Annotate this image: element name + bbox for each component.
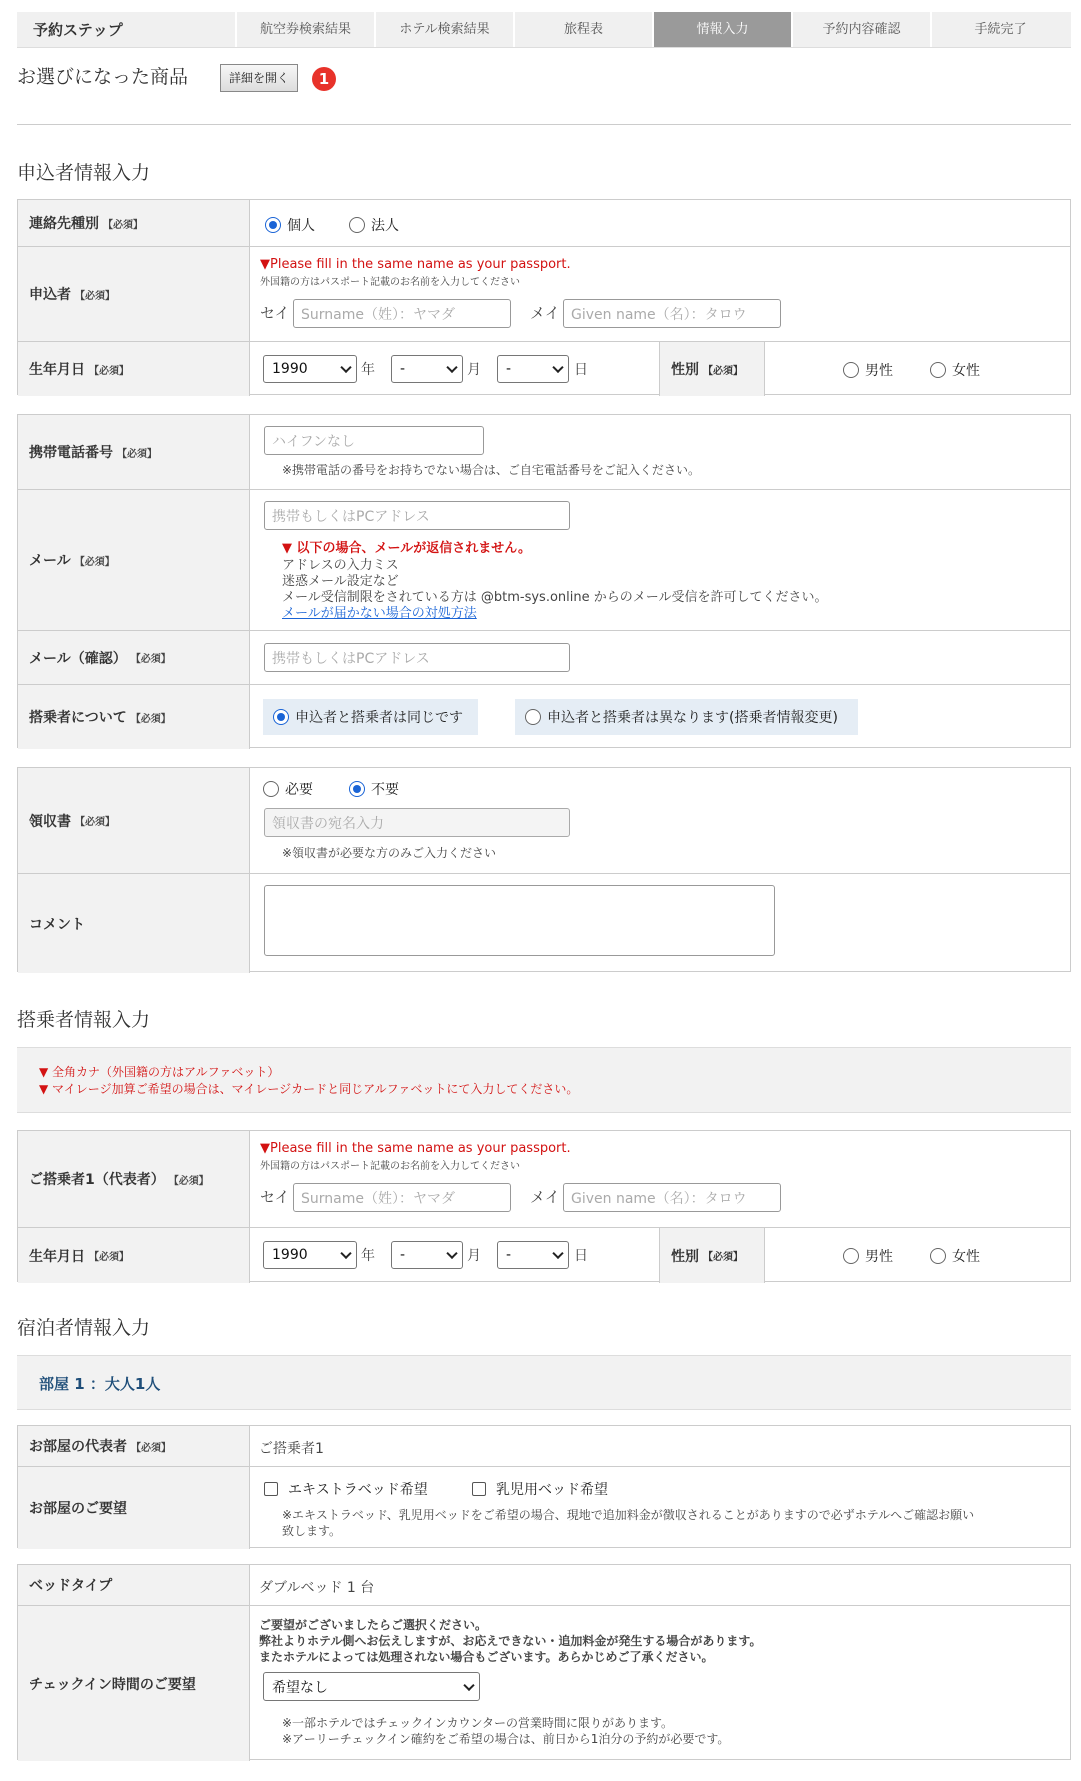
stay-section-title: 宿泊者情報入力 [17,1317,151,1339]
selected-title: お選びになった商品 [17,66,189,88]
passenger1-gender-label: 性別 【必須】 [659,1228,765,1283]
extra-bed-checkbox[interactable]: エキストラベッド希望 [264,1479,428,1499]
step-complete: 手続完了 [930,12,1069,47]
contact-corporate-radio[interactable]: 法人 [349,215,399,235]
bed-table [17,1564,1071,1760]
mail-note-3: メール受信制限をされている方は @btm-sys.online からのメール受信を許可してください。 [282,590,828,605]
day-unit: 日 [574,362,588,378]
room-rep-label: お部屋の代表者 【必須】 [18,1426,250,1466]
boarding-table [17,1130,1071,1282]
phone-input[interactable]: ハイフンなし [264,426,484,455]
room-request-label: お部屋のご要望 [18,1467,250,1549]
gender-male-radio[interactable]: 男性 [843,360,893,380]
gender-label: 性別 【必須】 [659,342,765,396]
passenger1-birth-label: 生年月日 【必須】 [18,1228,250,1283]
step-confirm: 予約内容確認 [791,12,930,47]
step-hotel-results: ホテル検索結果 [374,12,513,47]
checkin-note-5: ※アーリーチェックイン確約をご希望の場合は、前日から1泊分の予約が必要です。 [282,1732,730,1746]
surname-input[interactable]: Surname（姓）：ヤマダ [293,299,511,328]
mail-note-1: アドレスの入力ミス [282,558,399,573]
mail-confirm-label: メール（確認） 【必須】 [18,631,250,684]
passenger1-month-select[interactable]: - [391,1241,463,1269]
passenger1-passport-warning: ▼Please fill in the same name as your passport. [260,1141,571,1156]
room-header [17,1355,1071,1410]
passenger1-given-input[interactable]: Given name（名）：タロウ [563,1183,781,1212]
mail-warning: ▼ 以下の場合、メールが返信されません。 [282,541,532,556]
birth-month-select[interactable]: - [391,355,463,383]
step-flight-results: 航空券検索結果 [235,12,374,47]
passenger1-male-radio[interactable]: 男性 [843,1246,893,1266]
checkin-note-1: ご要望がございましたらご選択ください。 [259,1618,488,1632]
birth-year-select[interactable]: 1990 [263,355,357,383]
mail-input[interactable]: 携帯もしくはPCアドレス [264,501,570,530]
p1-month-unit: 月 [467,1248,481,1264]
given-name-input[interactable]: Given name（名）：タロウ [563,299,781,328]
passenger1-day-select[interactable]: - [497,1241,569,1269]
checkin-note-3: またホテルによっては処理されない場合もございます。あらかじめご了承ください。 [259,1650,714,1664]
mei-label: メイ [530,304,560,322]
passenger1-label: ご搭乗者1（代表者） 【必須】 [18,1131,250,1227]
passenger-different-radio[interactable]: 申込者と搭乗者は異なります(搭乗者情報変更) [515,699,858,735]
step-itinerary: 旅程表 [513,12,652,47]
year-unit: 年 [361,362,375,378]
sei-label: セイ [260,304,290,322]
applicant-name-label: 申込者 【必須】 [18,247,250,341]
passenger1-year-select[interactable]: 1990 [263,1241,357,1269]
info-badge: 1 [312,67,336,91]
passenger1-surname-input[interactable]: Surname（姓）：ヤマダ [293,1183,511,1212]
checkin-time-select[interactable]: 希望なし [263,1672,480,1701]
boarding-note-2: ▼ マイレージ加算ご希望の場合は、マイレージカードと同じアルファベットにて入力してください。 [39,1082,579,1096]
receipt-need-radio[interactable]: 必要 [263,779,313,799]
applicant-table [17,199,1071,395]
month-unit: 月 [467,362,481,378]
checkin-note-2: 弊社よりホテル側へお伝えしますが、お応えできない・追加料金が発生する場合があります。 [259,1634,762,1648]
birth-day-select[interactable]: - [497,355,569,383]
birth-label: 生年月日 【必須】 [18,342,250,396]
passenger-same-radio[interactable]: 申込者と搭乗者は同じです [263,699,478,735]
checkin-note-4: ※一部ホテルではチェックインカウンターの営業時間に限りがあります。 [282,1716,674,1730]
room-rep-value: ご搭乗者1 [259,1441,324,1457]
step-info-input: 情報入力 [652,12,791,47]
passport-subnote: 外国籍の方はパスポート記載のお名前を入力してください [260,277,520,288]
applicant-section-title: 申込者情報入力 [17,162,151,184]
mail-row [18,489,1070,630]
passenger1-mei-label: メイ [530,1188,560,1206]
mail-confirm-input[interactable]: 携帯もしくはPCアドレス [264,643,570,672]
comment-label: コメント [18,874,250,973]
passenger1-name-row [18,1131,1070,1227]
receipt-name-input[interactable]: 領収書の宛名入力 [264,808,570,837]
room-rep-row [18,1426,1070,1466]
gender-female-radio[interactable]: 女性 [930,360,980,380]
receipt-noneed-radio[interactable]: 不要 [349,779,399,799]
contact-type-label: 連絡先種別 【必須】 [18,200,250,246]
checkin-label: チェックイン時間のご要望 [18,1606,250,1761]
contact-table [17,414,1071,748]
room-request-note-1: ※エキストラベッド、乳児用ベッドをご希望の場合、現地で追加料金が徴収されることがありますので必ずホテルへご確認お願い [282,1508,975,1522]
baby-bed-checkbox[interactable]: 乳児用ベッド希望 [472,1479,608,1499]
passenger-row [18,684,1070,749]
phone-note: ※携帯電話の番号をお持ちでない場合は、ご自宅電話番号をご記入ください。 [282,463,700,477]
room-title: 部屋 1 ：大人1人 [39,1375,161,1393]
bed-type-row [18,1565,1070,1605]
receipt-table [17,767,1071,972]
checkin-row [18,1605,1070,1761]
passenger1-female-radio[interactable]: 女性 [930,1246,980,1266]
bed-type-label: ベッドタイプ [18,1565,250,1605]
contact-type-row [18,200,1070,246]
room-table [17,1425,1071,1548]
passenger1-sei-label: セイ [260,1188,290,1206]
bed-type-value: ダブルベッド 1 台 [259,1580,375,1596]
p1-day-unit: 日 [574,1248,588,1264]
open-details-button[interactable]: 詳細を開く [220,64,298,92]
passenger1-subnote: 外国籍の方はパスポート記載のお名前を入力してください [260,1161,520,1172]
mail-confirm-row [18,630,1070,684]
boarding-note-1: ▼ 全角カナ（外国籍の方はアルファベット） [39,1065,280,1079]
mail-trouble-link[interactable]: メールが届かない場合の対処方法 [282,606,477,621]
receipt-label: 領収書 【必須】 [18,768,250,873]
passport-warning: ▼Please fill in the same name as your passport. [260,257,571,272]
room-request-note-2: 致します。 [282,1524,342,1538]
comment-row [18,873,1070,973]
p1-year-unit: 年 [361,1248,375,1264]
room-request-row [18,1466,1070,1549]
divider [17,124,1071,125]
progress-steps [17,12,1071,48]
phone-row [18,415,1070,489]
passenger1-birth-row [18,1227,1070,1283]
receipt-row [18,768,1070,873]
receipt-note: ※領収書が必要な方のみご入力ください [282,846,497,860]
boarding-section-title: 搭乗者情報入力 [17,1009,151,1031]
contact-individual-radio[interactable]: 個人 [265,215,315,235]
passenger-label: 搭乗者について 【必須】 [18,685,250,749]
phone-label: 携帯電話番号 【必須】 [18,415,250,489]
steps-title: 予約ステップ [33,21,123,39]
applicant-name-row [18,246,1070,341]
applicant-birth-row [18,341,1070,396]
boarding-notice [17,1047,1071,1113]
comment-textarea[interactable] [264,885,775,956]
mail-note-2: 迷惑メール設定など [282,574,399,589]
mail-label: メール 【必須】 [18,490,250,630]
